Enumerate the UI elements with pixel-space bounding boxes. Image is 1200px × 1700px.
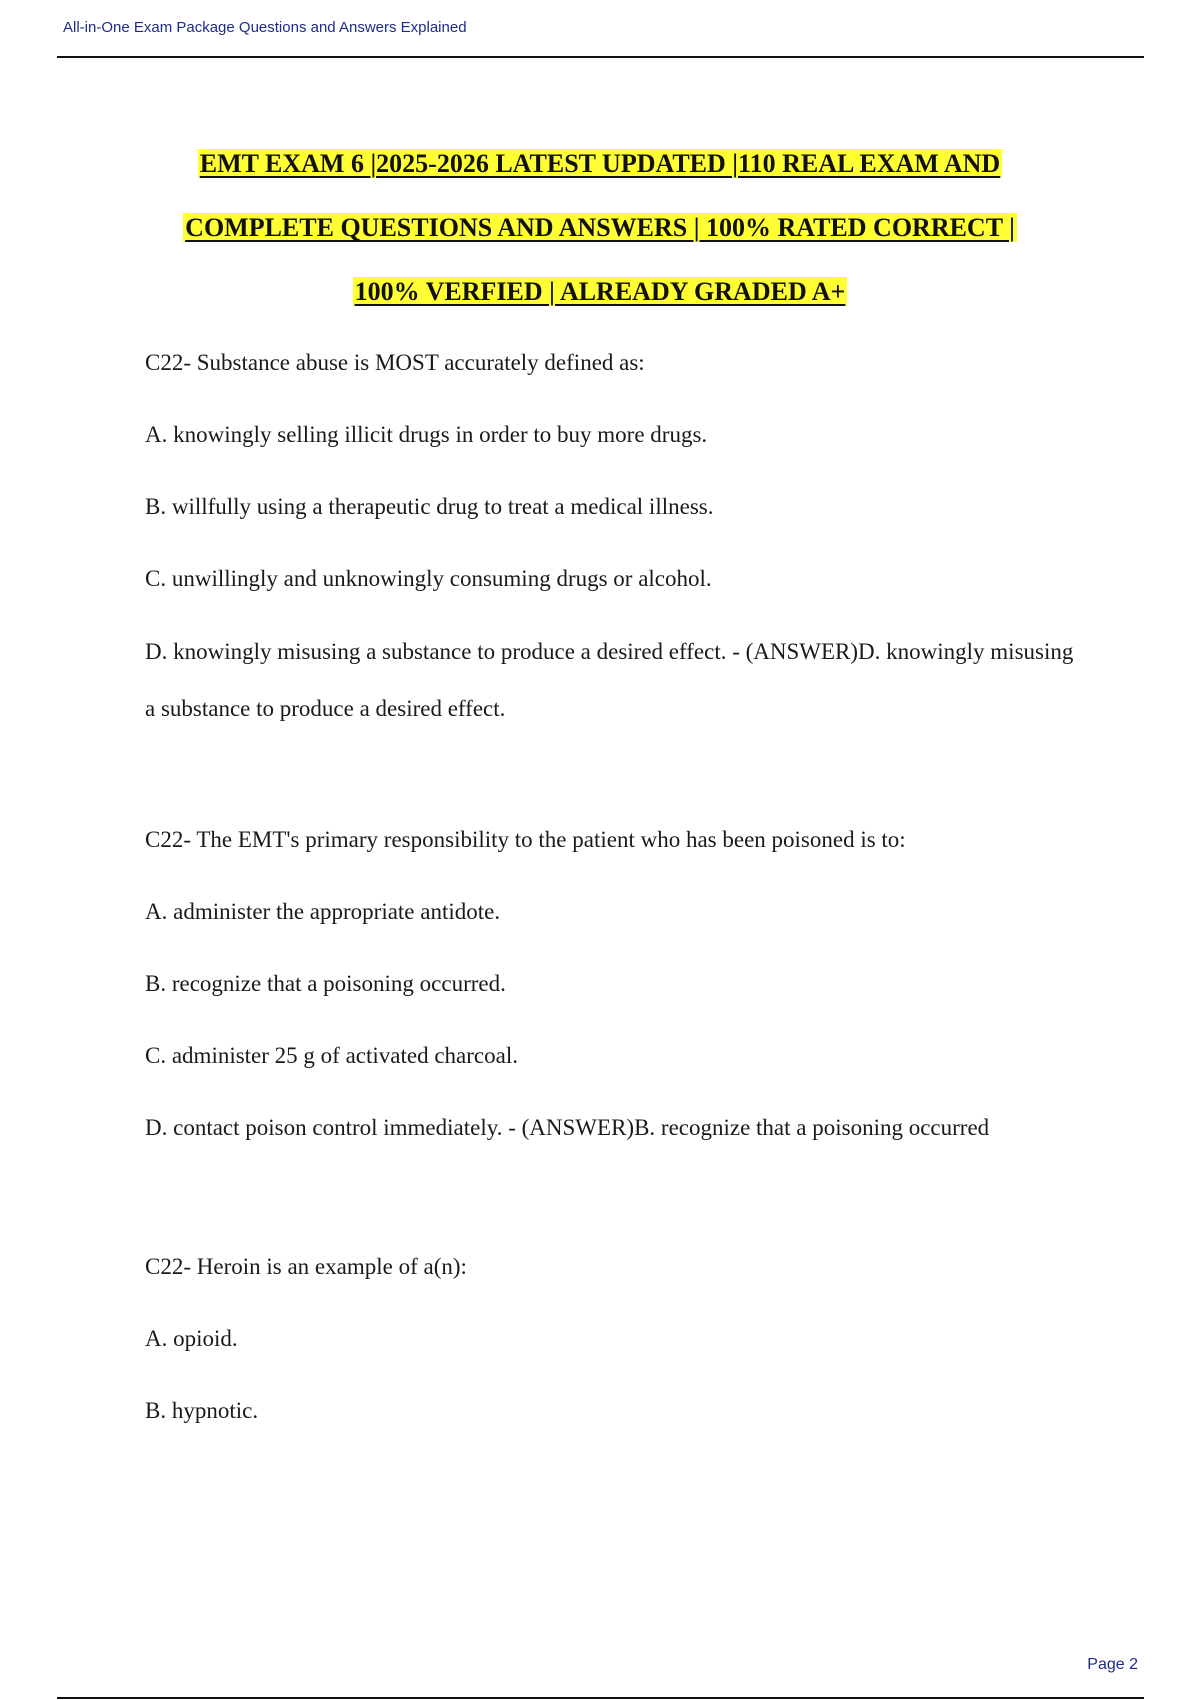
title-line-2: COMPLETE QUESTIONS AND ANSWERS | 100% RATED CORRECT | xyxy=(185,213,1015,242)
title-line-1: EMT EXAM 6 |2025-2026 LATEST UPDATED |110 REAL EXAM AND xyxy=(199,149,1001,178)
question-1 xyxy=(145,348,1075,737)
answer-option: A. knowingly selling illicit drugs in order to buy more drugs. xyxy=(145,422,708,447)
document-title xyxy=(0,140,1200,332)
answer-option: B. willfully using a therapeutic drug to treat a medical illness. xyxy=(145,494,714,519)
answer-option: B. recognize that a poisoning occurred. xyxy=(145,971,506,996)
header-divider xyxy=(57,56,1144,58)
question-stem: C22- Heroin is an example of a(n): xyxy=(145,1254,467,1279)
footer-divider xyxy=(57,1697,1144,1699)
page-number: Page 2 xyxy=(1087,1656,1138,1673)
question-list xyxy=(145,348,1075,1468)
question-stem: C22- Substance abuse is MOST accurately defined as: xyxy=(145,350,645,375)
answer-option-with-key: D. knowingly misusing a substance to produce a desired effect. - (ANSWER)D. knowingly misusing a substance to produce a desired effect. xyxy=(145,639,1074,721)
question-2 xyxy=(145,825,1075,1143)
answer-option: B. hypnotic. xyxy=(145,1398,259,1423)
answer-option: A. administer the appropriate antidote. xyxy=(145,899,501,924)
answer-option: C. administer 25 g of activated charcoal. xyxy=(145,1043,518,1068)
title-line-3: 100% VERFIED | ALREADY GRADED A+ xyxy=(354,277,846,306)
answer-option: C. unwillingly and unknowingly consuming drugs or alcohol. xyxy=(145,566,712,591)
question-stem: C22- The EMT's primary responsibility to the patient who has been poisoned is to: xyxy=(145,827,906,852)
answer-option-with-key: D. contact poison control immediately. - (ANSWER)B. recognize that a poisoning occurred xyxy=(145,1115,990,1140)
answer-option: A. opioid. xyxy=(145,1326,238,1351)
running-header: All-in-One Exam Package Questions and Answers Explained xyxy=(63,19,467,36)
question-3 xyxy=(145,1252,1075,1426)
